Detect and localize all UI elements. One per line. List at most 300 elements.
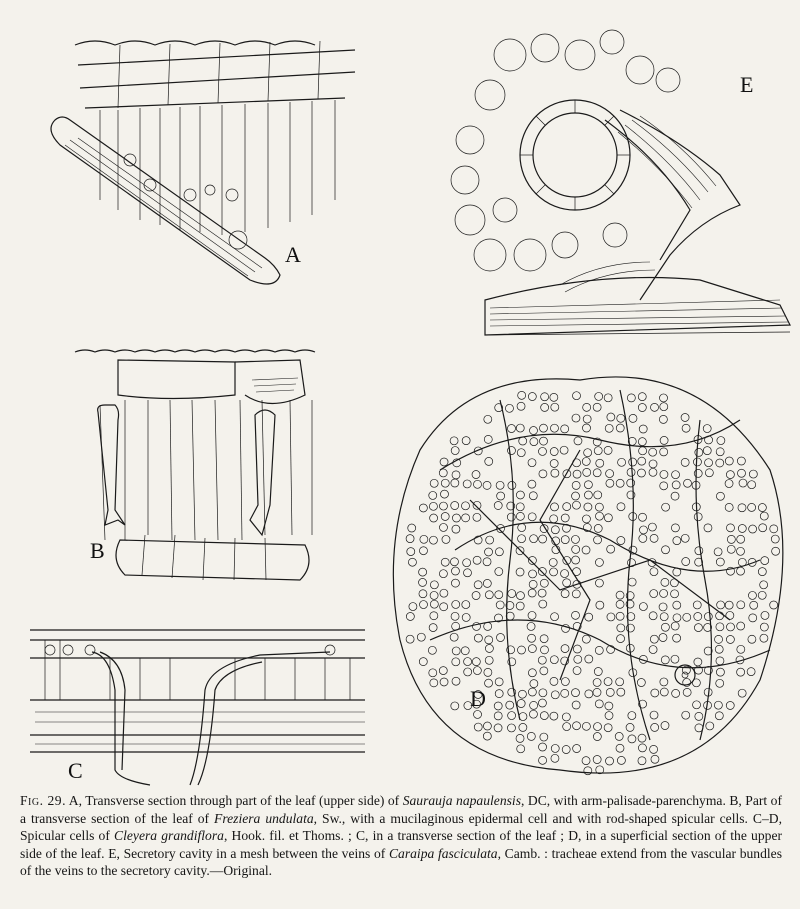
mesophyll-cell [452,647,460,655]
mesophyll-cell [561,425,569,433]
mesophyll-cell [748,481,756,489]
mesophyll-cell [430,479,438,487]
mesophyll-cell [474,723,482,731]
mesophyll-cell [528,480,536,488]
mesophyll-cell [639,447,647,455]
mesophyll-cell [605,702,613,710]
mesophyll-cell [561,678,569,686]
mesophyll-cell [462,601,470,609]
mesophyll-cell [673,537,681,545]
mesophyll-cell [615,732,623,740]
mesophyll-cell [483,732,491,740]
mesophyll-cell [452,658,460,666]
mesophyll-cell [485,548,493,556]
mesophyll-cell [561,570,569,578]
mesophyll-cell [540,646,548,654]
mesophyll-cell [549,558,557,566]
mesophyll-cell [604,394,612,402]
mesophyll-cell [747,668,755,676]
mesophyll-cell [516,503,524,511]
mesophyll-cell [517,402,525,410]
mesophyll-cell [508,712,516,720]
mesophyll-cell [617,536,625,544]
mesophyll-cell [726,701,734,709]
mesophyll-cell [727,545,735,553]
mesophyll-cell [617,756,625,764]
mesophyll-cell [464,658,472,666]
mesophyll-cell [541,403,549,411]
mesophyll-cell [419,590,427,598]
mesophyll-cell [473,513,481,521]
mesophyll-cell [651,723,659,731]
mesophyll-cell [496,481,504,489]
mesophyll-cell [750,601,758,609]
mesophyll-cell [508,481,516,489]
mesophyll-cell [715,635,723,643]
mesophyll-cell [749,470,757,478]
mesophyll-cell [649,448,657,456]
mesophyll-cell [617,624,625,632]
caption-species-3: Cleyera grandiflora [114,828,224,843]
mesophyll-cell [573,745,581,753]
mesophyll-cell [517,449,525,457]
mesophyll-cell [638,438,646,446]
mesophyll-cell [572,556,580,564]
mesophyll-cell [528,393,536,401]
mesophyll-cell [495,568,503,576]
mesophyll-cell [485,656,493,664]
mesophyll-cell [739,479,747,487]
mesophyll-cell [681,413,689,421]
mesophyll-cell [672,471,680,479]
mesophyll-cell [429,624,437,632]
mesophyll-cell [638,457,646,465]
mesophyll-cell [616,600,624,608]
mesophyll-cell [527,732,535,740]
mesophyll-cell [584,449,592,457]
mesophyll-cell [650,590,658,598]
mesophyll-cell [473,667,481,675]
mesophyll-cell [661,578,669,586]
mesophyll-cell [452,525,460,533]
mesophyll-cell [452,514,460,522]
mesophyll-cell [462,514,470,522]
mesophyll-cell [594,668,602,676]
mesophyll-cell [682,424,690,432]
mesophyll-cell [749,525,757,533]
mesophyll-cell [660,436,668,444]
mesophyll-cell [485,591,493,599]
panel-d-drawing [393,377,783,775]
mesophyll-cell [637,469,645,477]
mesophyll-cell [594,723,602,731]
mesophyll-cell [582,757,590,765]
mesophyll-cell [737,622,745,630]
mesophyll-cell [771,535,779,543]
mesophyll-cell [439,523,447,531]
mesophyll-cell [672,689,680,697]
mesophyll-cell [451,447,459,455]
mesophyll-cell [572,392,580,400]
mesophyll-cell [451,702,459,710]
mesophyll-cell [529,492,537,500]
mesophyll-cell [638,734,646,742]
mesophyll-cell [429,536,437,544]
mesophyll-cell [473,556,481,564]
mesophyll-cell [638,403,646,411]
mesophyll-cell [528,688,536,696]
mesophyll-cell [518,524,526,532]
mesophyll-cell [595,646,603,654]
mesophyll-cell [550,424,558,432]
mesophyll-cell [595,579,603,587]
mesophyll-cell [572,414,580,422]
mesophyll-cell [683,688,691,696]
mesophyll-cell [518,690,526,698]
mesophyll-cell [451,612,459,620]
mesophyll-cell [527,622,535,630]
mesophyll-cell [538,567,546,575]
mesophyll-cell [507,425,515,433]
mesophyll-cell [618,458,626,466]
mesophyll-cell [430,591,438,599]
mesophyll-cell [483,722,491,730]
mesophyll-cell [551,691,559,699]
mesophyll-cell [450,558,458,566]
mesophyll-cell [439,502,447,510]
mesophyll-cell [452,471,460,479]
mesophyll-cell [464,668,472,676]
mesophyll-cell [704,613,712,621]
mesophyll-cell [637,679,645,687]
mesophyll-cell [639,534,647,542]
mesophyll-cell [594,536,602,544]
mesophyll-cell [506,701,514,709]
mesophyll-cell [483,558,491,566]
mesophyll-cell [496,633,504,641]
mesophyll-cell [748,503,756,511]
mesophyll-cell [737,469,745,477]
mesophyll-cell [495,690,503,698]
mesophyll-cell [551,526,559,534]
mesophyll-cell [463,559,471,567]
mesophyll-cell [550,656,558,664]
mesophyll-cell [695,712,703,720]
mesophyll-cell [551,754,559,762]
mesophyll-cell [551,403,559,411]
mesophyll-cell [726,635,734,643]
mesophyll-cell [551,744,559,752]
mesophyll-cell [638,757,646,765]
mesophyll-cell [593,733,601,741]
mesophyll-cell [539,689,547,697]
mesophyll-cell [693,601,701,609]
mesophyll-cell [572,545,580,553]
mesophyll-cell [485,644,493,652]
mesophyll-cell [517,700,525,708]
mesophyll-cell [518,535,526,543]
mesophyll-cell [616,612,624,620]
mesophyll-cell [584,491,592,499]
mesophyll-cell [605,424,613,432]
mesophyll-cell [659,633,667,641]
mesophyll-cell [607,545,615,553]
mesophyll-cell [671,590,679,598]
mesophyll-cell [706,722,714,730]
mesophyll-cell [770,525,778,533]
mesophyll-cell [573,470,581,478]
mesophyll-cell [583,415,591,423]
mesophyll-cell [649,612,657,620]
mesophyll-cell [462,502,470,510]
mesophyll-cell [693,701,701,709]
mesophyll-cell [671,492,679,500]
caption-species-2: Freziera undulata [214,810,314,826]
mesophyll-cell [528,669,536,677]
mesophyll-cell [485,457,493,465]
mesophyll-cell [419,547,427,555]
mesophyll-cell [507,724,515,732]
mesophyll-cell [716,668,724,676]
mesophyll-cell [584,767,592,775]
mesophyll-cell [494,501,502,509]
mesophyll-cell [593,469,601,477]
mesophyll-cell [419,504,427,512]
mesophyll-cell [681,458,689,466]
mesophyll-cell [550,393,558,401]
mesophyll-cell [703,425,711,433]
caption-fig-label: Fig. 29. [20,793,66,808]
mesophyll-cell [516,512,524,520]
mesophyll-cell [605,712,613,720]
mesophyll-cell [472,591,480,599]
mesophyll-cell [595,700,603,708]
mesophyll-cell [585,690,593,698]
mesophyll-cell [563,579,571,587]
mesophyll-cell [494,712,502,720]
mesophyll-cell [539,756,547,764]
mesophyll-cell [528,611,536,619]
mesophyll-cell [694,658,702,666]
mesophyll-cell [572,501,580,509]
mesophyll-cell [585,613,593,621]
mesophyll-cell [593,678,601,686]
mesophyll-cell [430,612,438,620]
mesophyll-cell [463,569,471,577]
mesophyll-cell [439,667,447,675]
mesophyll-cell [673,601,681,609]
mesophyll-cell [616,424,624,432]
mesophyll-cell [727,623,735,631]
mesophyll-cell [497,492,505,500]
mesophyll-cell [582,424,590,432]
mesophyll-cell [660,470,668,478]
mesophyll-cell [703,447,711,455]
panel-label-d: D [470,686,486,711]
mesophyll-cell [528,634,536,642]
mesophyll-cell [494,724,502,732]
mesophyll-cell [519,723,527,731]
panel-label-e: E [740,72,754,97]
mesophyll-cell [517,745,525,753]
mesophyll-cell [495,591,503,599]
mesophyll-cell [594,491,602,499]
mesophyll-cell [716,558,724,566]
mesophyll-cell [714,701,722,709]
caption-text-2: , DC, with arm-palisade-parenchyma. B, Part of a transverse section of the leaf of [20,793,783,826]
mesophyll-cell [508,590,516,598]
mesophyll-cell [594,447,602,455]
mesophyll-cell [550,712,558,720]
mesophyll-cell [486,536,494,544]
mesophyll-cell [461,647,469,655]
mesophyll-cell [639,425,647,433]
mesophyll-cell [462,437,470,445]
mesophyll-cell [650,534,658,542]
mesophyll-cell [606,688,614,696]
mesophyll-cell [737,547,745,555]
mesophyll-cell [661,656,669,664]
mesophyll-cell [628,712,636,720]
panel-label-b: B [90,538,105,563]
mesophyll-cell [550,448,558,456]
mesophyll-cell [484,435,492,443]
mesophyll-cell [659,415,667,423]
mesophyll-cell [583,403,591,411]
mesophyll-cell [494,702,502,710]
mesophyll-cell [429,502,437,510]
mesophyll-cell [429,669,437,677]
mesophyll-cell [748,635,756,643]
mesophyll-cell [639,526,647,534]
mesophyll-cell [716,459,724,467]
mesophyll-cell [574,655,582,663]
mesophyll-cell [516,592,524,600]
mesophyll-cell [561,536,569,544]
mesophyll-cell [430,514,438,522]
mesophyll-cell [716,623,724,631]
mesophyll-cell [528,556,536,564]
mesophyll-cell [681,534,689,542]
mesophyll-cell [673,614,681,622]
mesophyll-cell [661,623,669,631]
mesophyll-cell [671,622,679,630]
mesophyll-cell [684,479,692,487]
mesophyll-cell [496,601,504,609]
mesophyll-cell [639,603,647,611]
mesophyll-cell [651,403,659,411]
mesophyll-cell [473,480,481,488]
mesophyll-cell [694,469,702,477]
mesophyll-cell [661,721,669,729]
mesophyll-cell [582,515,590,523]
mesophyll-cell [761,557,769,565]
mesophyll-cell [627,394,635,402]
mesophyll-cell [439,570,447,578]
mesophyll-cell [593,688,601,696]
mesophyll-cell [659,603,667,611]
mesophyll-cell [551,613,559,621]
mesophyll-cell [582,457,590,465]
mesophyll-cell [440,603,448,611]
mesophyll-cell [715,712,723,720]
mesophyll-cell [440,458,448,466]
mesophyll-cell [573,667,581,675]
mesophyll-cell [528,589,536,597]
mesophyll-cell [420,535,428,543]
mesophyll-cell [717,437,725,445]
mesophyll-cell [550,515,558,523]
mesophyll-cell [671,524,679,532]
mesophyll-cell [604,514,612,522]
mesophyll-cell [662,546,670,554]
mesophyll-cell [516,568,524,576]
mesophyll-cell [616,591,624,599]
mesophyll-cell [530,680,538,688]
mesophyll-cell [451,479,459,487]
mesophyll-cell [737,668,745,676]
mesophyll-cell [572,590,580,598]
mesophyll-cell [672,481,680,489]
mesophyll-cell [629,414,637,422]
mesophyll-cell [694,624,702,632]
mesophyll-cell [638,744,646,752]
mesophyll-cell [660,613,668,621]
mesophyll-cell [737,535,745,543]
mesophyll-cell [714,548,722,556]
mesophyll-cell [430,600,438,608]
mesophyll-cell [760,634,768,642]
mesophyll-cell [649,460,657,468]
mesophyll-cell [758,504,766,512]
mesophyll-cell [705,469,713,477]
mesophyll-cell [483,481,491,489]
mesophyll-cell [649,468,657,476]
mesophyll-cell [572,701,580,709]
mesophyll-cell [483,579,491,587]
mesophyll-cell [484,622,492,630]
panel-a-drawing [51,41,355,284]
mesophyll-cell [441,479,449,487]
mesophyll-cell [607,613,615,621]
mesophyll-cell [550,459,558,467]
mesophyll-cell [748,591,756,599]
mesophyll-cell [541,393,549,401]
mesophyll-cell [406,612,414,620]
mesophyll-cell [451,567,459,575]
mesophyll-cell [561,689,569,697]
mesophyll-cell [539,535,547,543]
mesophyll-cell [683,613,691,621]
mesophyll-cell [474,634,482,642]
mesophyll-cell [451,579,459,587]
mesophyll-cell [551,469,559,477]
mesophyll-cell [539,424,547,432]
mesophyll-cell [662,503,670,511]
mesophyll-cell [604,724,612,732]
mesophyll-cell [682,711,690,719]
mesophyll-cell [650,745,658,753]
mesophyll-cell [540,579,548,587]
mesophyll-cell [673,634,681,642]
mesophyll-cell [737,567,745,575]
mesophyll-cell [442,535,450,543]
mesophyll-cell [538,589,546,597]
mesophyll-cell [408,558,416,566]
mesophyll-cell [738,504,746,512]
mesophyll-cell [517,646,525,654]
mesophyll-cell [628,578,636,586]
